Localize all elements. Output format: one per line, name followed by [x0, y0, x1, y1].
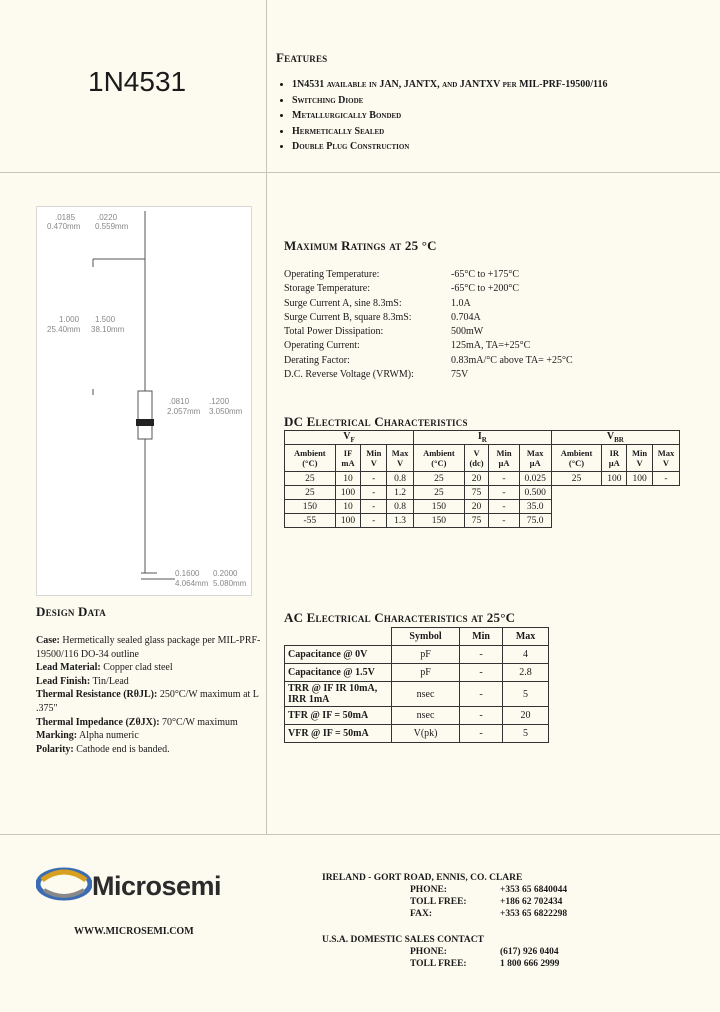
dc-header-cell: Min V: [361, 445, 387, 472]
contact-value: 1 800 666 2999: [500, 959, 560, 969]
dc-header-cell: Ambient (°C): [551, 445, 602, 472]
rating-row: [284, 268, 573, 282]
ac-cell: 2.8: [503, 664, 549, 682]
rating-row: [284, 311, 573, 325]
dc-cell: [627, 500, 653, 514]
dc-header-cell: Ambient (°C): [414, 445, 465, 472]
dim-label: 25.40mm: [47, 325, 81, 334]
dc-header-cell: Min µA: [489, 445, 519, 472]
ac-header-cell: Min: [460, 628, 503, 646]
dc-cell: [551, 514, 602, 528]
design-key: Polarity:: [36, 743, 74, 755]
dc-cell: 75: [464, 486, 489, 500]
dc-cell: 25: [414, 472, 465, 486]
dc-cell: [652, 514, 679, 528]
dim-label: 5.080mm: [213, 579, 247, 588]
table-row: [285, 664, 549, 682]
dc-header-cell: Max V: [652, 445, 679, 472]
ac-cell: Capacitance @ 1.5V: [285, 664, 392, 682]
rating-row: [284, 354, 573, 368]
ac-cell: pF: [392, 664, 460, 682]
dc-cell: -: [361, 486, 387, 500]
dc-cell: [602, 514, 627, 528]
dim-label: 0.559mm: [95, 222, 129, 231]
dim-label: 4.064mm: [175, 579, 209, 588]
microsemi-logo-icon: [36, 866, 92, 902]
table-row: [285, 472, 680, 486]
dc-group-vf: $V_F$: [285, 431, 414, 445]
dc-cell: -: [361, 472, 387, 486]
dc-cell: 100: [627, 472, 653, 486]
dc-cell: 75: [464, 514, 489, 528]
rating-label: D.C. Reverse Voltage (VRWM):: [284, 369, 414, 381]
dim-label: 2.057mm: [167, 407, 201, 416]
dim-label: .1200: [209, 397, 230, 406]
dc-cell: [627, 514, 653, 528]
ac-cell: -: [460, 707, 503, 725]
website-link[interactable]: WWW.MICROSEMI.COM: [74, 926, 194, 937]
ac-cell: 5: [503, 725, 549, 743]
microsemi-logo-text: Microsemi: [92, 871, 222, 901]
dc-cell: 25: [414, 486, 465, 500]
max-ratings-title: Maximum Ratings at 25 °C: [284, 238, 437, 253]
contact-row: [322, 884, 567, 896]
dc-header-cell: V (dc): [464, 445, 489, 472]
design-value: Tin/Lead: [90, 675, 129, 687]
usa-contact: [322, 934, 559, 970]
dc-header-cell: IF mA: [335, 445, 361, 472]
package-drawing: [36, 206, 252, 596]
dc-header-cell: Max µA: [519, 445, 551, 472]
table-row: [285, 725, 549, 743]
contact-value: +353 65 6840044: [500, 885, 568, 895]
contact-label: FAX:: [410, 909, 432, 919]
dc-cell: 150: [414, 514, 465, 528]
dc-table: [284, 430, 680, 528]
design-key: Marking:: [36, 730, 78, 742]
ac-cell: TRR @ IF IR 10mA, IRR 1mA: [285, 682, 392, 707]
dim-label: 0.1600: [175, 569, 200, 578]
dc-header-cell: IR µA: [602, 445, 627, 472]
ac-cell: nsec: [392, 707, 460, 725]
rating-label: Operating Current:: [284, 340, 360, 352]
feature-item: • Hermetically Sealed: [292, 124, 607, 140]
ireland-contact: [322, 872, 567, 920]
table-row: [285, 500, 680, 514]
dim-label: 1.500: [95, 315, 116, 324]
ac-table: [284, 627, 549, 743]
ac-header-cell: Symbol: [392, 628, 460, 646]
dc-cell: [551, 486, 602, 500]
contact-value: +186 62 702434: [500, 897, 563, 907]
dim-label: 38.10mm: [91, 325, 125, 334]
ac-cell: -: [460, 646, 503, 664]
dim-label: 3.050mm: [209, 407, 243, 416]
ac-cell: TFR @ IF = 50mA: [285, 707, 392, 725]
rating-value: 0.83mA/°C above TA= +25°C: [451, 354, 573, 366]
table-row: [285, 646, 549, 664]
ac-cell: -: [460, 664, 503, 682]
ac-header-cell: [285, 628, 392, 646]
dc-cell: 100: [602, 472, 627, 486]
max-ratings-list: [284, 268, 573, 382]
dc-header-cell: Min V: [627, 445, 653, 472]
design-value: Cathode end is banded.: [73, 743, 170, 755]
ac-cell: VFR @ IF = 50mA: [285, 725, 392, 743]
design-item: [36, 675, 261, 689]
table-row: [285, 486, 680, 500]
design-item: [36, 716, 261, 730]
rating-row: [284, 339, 573, 353]
dc-cell: -: [489, 500, 519, 514]
usa-title: U.S.A. DOMESTIC SALES CONTACT: [322, 935, 484, 945]
contact-label: PHONE:: [410, 885, 447, 895]
dc-cell: 25: [285, 486, 336, 500]
dc-cell: 100: [335, 486, 361, 500]
design-value: Hermetically sealed glass package per MIL-PRF-19500/116 DO-34 outline: [36, 635, 261, 660]
dc-cell: [551, 500, 602, 514]
header-divider: [0, 172, 720, 173]
rating-label: Surge Current B, square 8.3mS:: [284, 311, 412, 323]
rating-value: 75V: [451, 369, 469, 381]
dim-label: .0220: [97, 213, 118, 222]
ac-cell: -: [460, 682, 503, 707]
design-item: [36, 743, 261, 757]
contact-value: +353 65 6822298: [500, 909, 568, 919]
design-title: Design Data: [36, 604, 106, 619]
dc-cell: 0.025: [519, 472, 551, 486]
rating-label: Derating Factor:: [284, 354, 350, 366]
dc-cell: -: [652, 472, 679, 486]
design-item: [36, 688, 261, 715]
dc-cell: -: [361, 514, 387, 528]
rating-value: 0.704A: [451, 311, 481, 323]
contact-row: [322, 946, 559, 958]
dc-cell: -: [489, 486, 519, 500]
dc-cell: -: [361, 500, 387, 514]
features-list: [276, 77, 607, 155]
contact-row: [322, 958, 559, 970]
dc-group-ir: $I_R$: [414, 431, 552, 445]
contact-value: (617) 926 0404: [500, 947, 559, 957]
contact-label: TOLL FREE:: [410, 897, 467, 907]
contact-label: TOLL FREE:: [410, 959, 467, 969]
ac-cell: 20: [503, 707, 549, 725]
design-key: Lead Finish:: [36, 675, 91, 687]
ac-cell: pF: [392, 646, 460, 664]
dim-label: .0185: [55, 213, 76, 222]
rating-value: -65°C to +175°C: [451, 269, 520, 280]
rating-label: Operating Temperature:: [284, 269, 380, 280]
dim-label: 1.000: [59, 315, 80, 324]
table-row: [285, 707, 549, 725]
feature-item: • Switching Diode: [292, 93, 607, 109]
dc-cell: 20: [464, 472, 489, 486]
contact-row: [322, 896, 567, 908]
dc-cell: 10: [335, 472, 361, 486]
table-row: [285, 682, 549, 707]
design-value: 250°C/W maximum at L .375": [36, 689, 259, 714]
ac-title: AC Electrical Characteristics at 25°C: [284, 610, 516, 625]
ireland-title: IRELAND - GORT ROAD, ENNIS, CO. CLARE: [322, 873, 523, 883]
dc-header-cell: Ambient (°C): [285, 445, 336, 472]
design-key: Case:: [36, 635, 60, 646]
ac-cell: 5: [503, 682, 549, 707]
dc-cell: 1.3: [387, 514, 414, 528]
dc-cell: [602, 500, 627, 514]
design-value: Copper clad steel: [100, 662, 173, 674]
dim-label: 0.2000: [213, 569, 238, 578]
ac-cell: Capacitance @ 0V: [285, 646, 392, 664]
design-value: Alpha numeric: [77, 730, 139, 742]
dc-cell: 25: [285, 472, 336, 486]
rating-label: Surge Current A, sine 8.3mS:: [284, 297, 402, 309]
table-row: [285, 514, 680, 528]
ac-cell: -: [460, 725, 503, 743]
dc-cell: -: [489, 514, 519, 528]
dc-cell: [652, 486, 679, 500]
design-item: [36, 661, 261, 675]
design-item: [36, 729, 261, 743]
dc-cell: 0.8: [387, 500, 414, 514]
dc-cell: 0.8: [387, 472, 414, 486]
feature-item: • Metallurgically Bonded: [292, 108, 607, 124]
design-key: Thermal Resistance (RθJL):: [36, 689, 158, 701]
feature-item: • 1N4531 available in JAN, JANTX, and JANTXV per MIL-PRF-19500/116: [292, 77, 607, 93]
rating-value: 1.0A: [451, 297, 471, 309]
footer-divider: [0, 834, 720, 835]
dc-cell: [602, 486, 627, 500]
dc-cell: [627, 486, 653, 500]
rating-row: [284, 282, 573, 296]
ac-cell: V(pk): [392, 725, 460, 743]
dc-cell: 150: [414, 500, 465, 514]
design-list: [36, 634, 261, 756]
design-key: Thermal Impedance (ZθJX):: [36, 716, 160, 728]
dc-cell: 75.0: [519, 514, 551, 528]
design-key: Lead Material:: [36, 662, 101, 674]
rating-row: [284, 297, 573, 311]
ac-header-cell: Max: [503, 628, 549, 646]
dc-cell: 100: [335, 514, 361, 528]
dc-cell: [652, 500, 679, 514]
dc-cell: -: [489, 472, 519, 486]
rating-row: [284, 368, 573, 382]
dc-cell: 35.0: [519, 500, 551, 514]
ac-cell: nsec: [392, 682, 460, 707]
rating-label: Total Power Dissipation:: [284, 326, 384, 338]
dc-cell: 25: [551, 472, 602, 486]
dc-title: DC Electrical Characteristics: [284, 414, 468, 429]
rating-row: [284, 325, 573, 339]
rating-value: 125mA, TA=+25°C: [451, 340, 531, 352]
rating-value: -65°C to +200°C: [451, 283, 520, 295]
dc-cell: -55: [285, 514, 336, 528]
design-value: 70°C/W maximum: [159, 716, 238, 728]
design-item: [36, 634, 261, 661]
dc-cell: 1.2: [387, 486, 414, 500]
contact-row: [322, 908, 567, 920]
dc-cell: 0.500: [519, 486, 551, 500]
contact-label: PHONE:: [410, 947, 447, 957]
dc-header-cell: Max V: [387, 445, 414, 472]
dc-cell: 20: [464, 500, 489, 514]
column-divider: [266, 0, 267, 835]
feature-item: • Double Plug Construction: [292, 139, 607, 155]
features-title: Features: [276, 50, 328, 65]
part-number: 1N4531: [88, 66, 187, 97]
dim-label: 0.470mm: [47, 222, 81, 231]
ac-cell: 4: [503, 646, 549, 664]
dc-cell: 150: [285, 500, 336, 514]
dc-group-vbr: $V_{BR}$: [551, 431, 679, 445]
rating-label: Storage Temperature:: [284, 283, 371, 295]
rating-value: 500mW: [451, 326, 484, 338]
dim-label: .0810: [169, 397, 190, 406]
dc-cell: 10: [335, 500, 361, 514]
